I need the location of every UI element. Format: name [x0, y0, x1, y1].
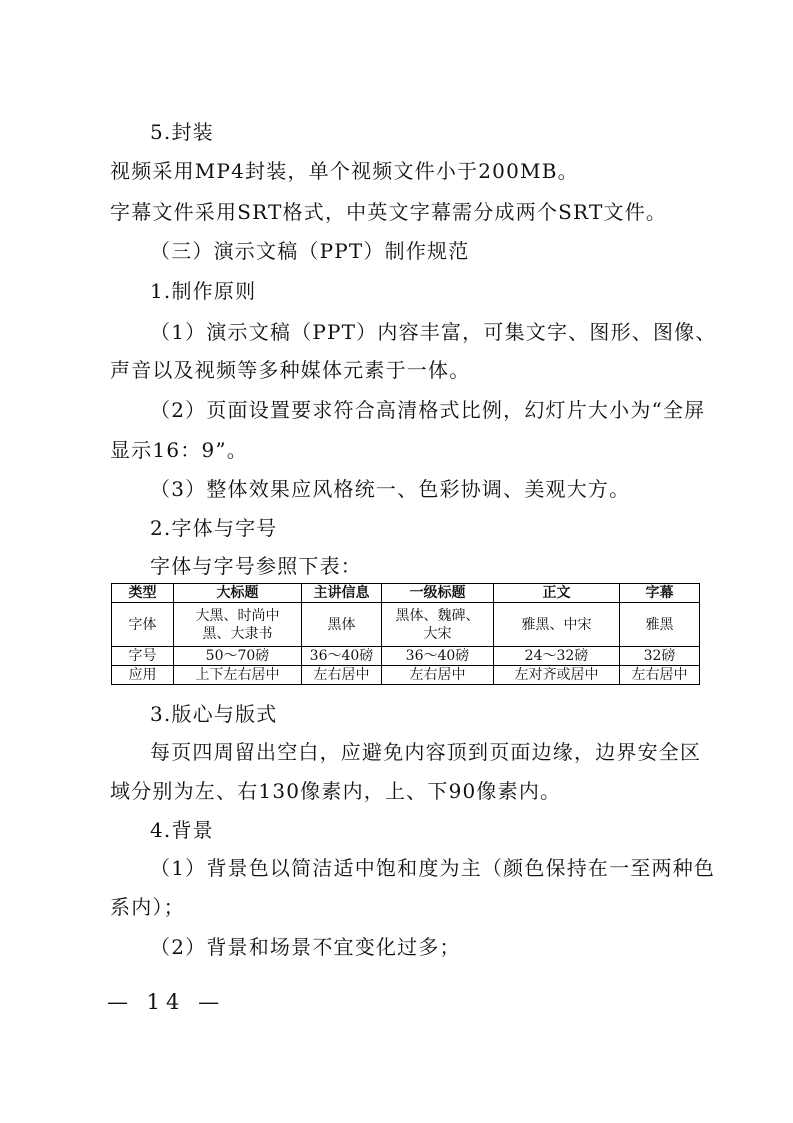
line-principle-3: （3）整体效果应风格统一、色彩协调、美观大方。: [150, 477, 631, 501]
line-2-fonts: 2.字体与字号: [150, 516, 278, 540]
line-principle-1b: 声音以及视频等多种媒体元素于一体。: [110, 358, 471, 382]
line-margin-a: 每页四周留出空白，应避免内容顶到页面边缘，边界安全区: [150, 740, 702, 764]
line-5-heading: 5.封装: [150, 120, 214, 144]
line-margin-b: 域分别为左、右130像素内，上、下90像素内。: [110, 779, 562, 803]
table-cell: 应用: [112, 666, 174, 685]
line-principle-2b: 显示16：9”。: [110, 438, 248, 462]
line-background-1b: 系内）；: [110, 895, 185, 919]
line-principle-1a: （1）演示文稿（PPT）内容丰富，可集文字、图形、图像、: [150, 320, 717, 344]
table-cell: 雅黑: [620, 603, 700, 647]
table-header-cell: 正文: [494, 584, 620, 603]
line-1-principles: 1.制作原则: [150, 279, 257, 303]
line-background-2: （2）背景和场景不宜变化过多；: [150, 935, 461, 959]
table-cell: 50～70磅: [174, 647, 302, 666]
table-cell: 24～32磅: [494, 647, 620, 666]
table-cell: 左右居中: [382, 666, 494, 685]
table-cell: 左对齐或居中: [494, 666, 620, 685]
table-header-cell: 字幕: [620, 584, 700, 603]
table-cell: 36～40磅: [302, 647, 382, 666]
table-cell: 大黑、时尚中黑、大隶书: [174, 603, 302, 647]
table-cell: 字体: [112, 603, 174, 647]
line-subtitle-srt: 字幕文件采用SRT格式，中英文字幕需分成两个SRT文件。: [110, 200, 668, 224]
table-cell: 左右居中: [620, 666, 700, 685]
table-cell: 黑体、魏碑、大宋: [382, 603, 494, 647]
section-heading-ppt: （三）演示文稿（PPT）制作规范: [150, 239, 470, 263]
line-background-1a: （1）背景色以简洁适中饱和度为主（颜色保持在一至两种色: [150, 856, 716, 880]
table-cell: 32磅: [620, 647, 700, 666]
table-header-cell: 主讲信息: [302, 584, 382, 603]
line-table-intro: 字体与字号参照下表：: [150, 554, 362, 578]
line-principle-2a: （2）页面设置要求符合高清格式比例，幻灯片大小为“全屏: [150, 398, 706, 422]
table-header-cell: 大标题: [174, 584, 302, 603]
table-header-cell: 一级标题: [382, 584, 494, 603]
table-cell: 上下左右居中: [174, 666, 302, 685]
table-header-row: [112, 584, 700, 603]
table-row: [112, 666, 700, 685]
table-row: [112, 647, 700, 666]
table-cell: 雅黑、中宋: [494, 603, 620, 647]
font-size-table: [111, 583, 700, 685]
table-cell: 36～40磅: [382, 647, 494, 666]
table-cell: 黑体: [302, 603, 382, 647]
line-video-mp4: 视频采用MP4封装，单个视频文件小于200MB。: [110, 159, 579, 183]
table-cell: 字号: [112, 647, 174, 666]
line-4-background: 4.背景: [150, 818, 214, 842]
table-header-cell: 类型: [112, 584, 174, 603]
table-row: [112, 603, 700, 647]
page-number: — 14 —: [107, 990, 226, 1014]
line-3-layout: 3.版心与版式: [150, 702, 278, 726]
table-cell: 左右居中: [302, 666, 382, 685]
